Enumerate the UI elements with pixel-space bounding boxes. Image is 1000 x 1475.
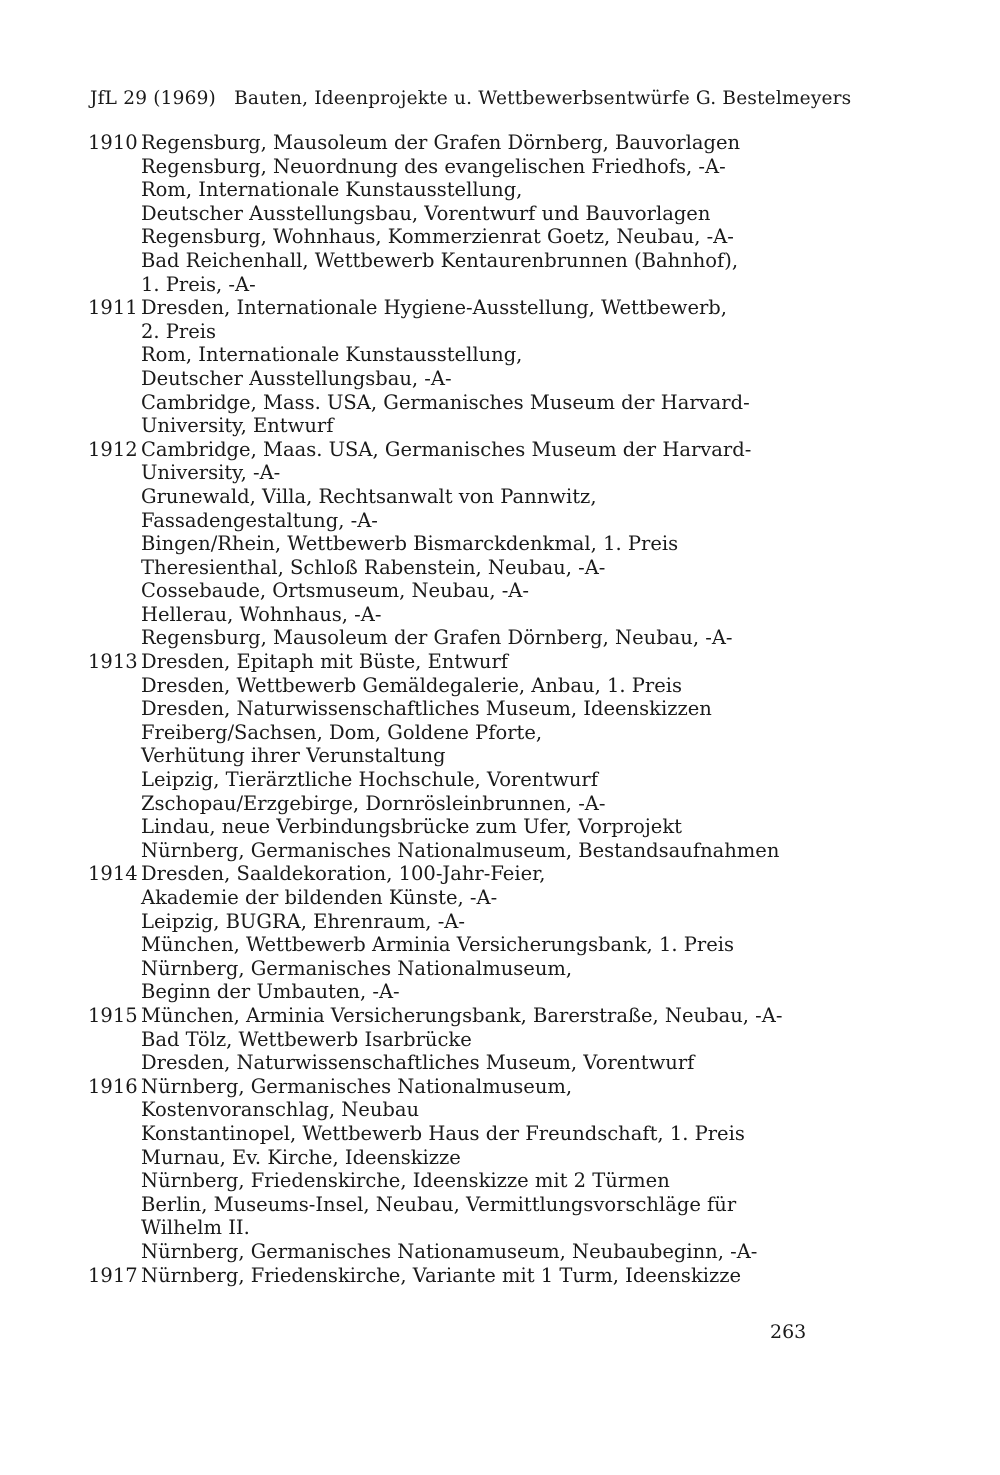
- list-line: [0, 320, 1000, 344]
- entry-year: 1917: [88, 1263, 138, 1287]
- entry-text: 2. Preis: [141, 319, 217, 343]
- entry-text: Bad Tölz, Wettbewerb Isarbrücke: [141, 1027, 472, 1051]
- entry-year: 1916: [88, 1074, 138, 1098]
- list-line: [0, 1028, 1000, 1052]
- list-line: [0, 1075, 1000, 1099]
- list-line: [0, 438, 1000, 462]
- list-line: [0, 1264, 1000, 1288]
- list-line: [0, 485, 1000, 509]
- entry-year: 1912: [88, 437, 138, 461]
- entry-text: Nürnberg, Germanisches Nationalmuseum,: [141, 1074, 573, 1098]
- list-line: [0, 674, 1000, 698]
- list-line: [0, 178, 1000, 202]
- list-line: [0, 886, 1000, 910]
- list-line: [0, 273, 1000, 297]
- entry-text: Regensburg, Neuordnung des evangelischen Friedhofs, -A-: [141, 154, 726, 178]
- list-line: [0, 131, 1000, 155]
- entry-text: Berlin, Museums-Insel, Neubau, Vermittlungsvorschläge für: [141, 1192, 737, 1216]
- list-line: [0, 1240, 1000, 1264]
- entry-text: Beginn der Umbauten, -A-: [141, 980, 400, 1004]
- entry-text: Nürnberg, Friedenskirche, Ideenskizze mit 2 Türmen: [141, 1169, 670, 1193]
- entry-text: München, Arminia Versicherungsbank, Barerstraße, Neubau, -A-: [141, 1003, 783, 1027]
- entry-text: Nürnberg, Germanisches Nationamuseum, Neubaubeginn, -A-: [141, 1239, 758, 1263]
- entry-text: Dresden, Naturwissenschaftliches Museum, Ideenskizzen: [141, 697, 712, 721]
- list-line: [0, 1193, 1000, 1217]
- entry-text: Dresden, Internationale Hygiene-Ausstellung, Wettbewerb,: [141, 296, 727, 320]
- entry-year: 1910: [88, 131, 138, 154]
- list-line: [0, 155, 1000, 179]
- list-line: [0, 1004, 1000, 1028]
- entry-text: Rom, Internationale Kunstausstellung,: [141, 343, 523, 367]
- list-line: [0, 202, 1000, 226]
- entry-text: Deutscher Ausstellungsbau, -A-: [141, 366, 452, 390]
- entry-text: Nürnberg, Germanisches Nationalmuseum, Bestandsaufnahmen: [141, 838, 780, 862]
- list-line: [0, 603, 1000, 627]
- entry-text: Rom, Internationale Kunstausstellung,: [141, 178, 523, 202]
- entry-text: Wilhelm II.: [141, 1216, 250, 1240]
- list-line: [0, 910, 1000, 934]
- entry-text: Freiberg/Sachsen, Dom, Goldene Pforte,: [141, 720, 543, 744]
- entry-text: Nürnberg, Germanisches Nationalmuseum,: [141, 956, 573, 980]
- list-line: [0, 391, 1000, 415]
- entry-text: Bingen/Rhein, Wettbewerb Bismarckdenkmal, 1. Preis: [141, 532, 679, 556]
- entry-year: 1911: [88, 296, 138, 320]
- list-line: [0, 343, 1000, 367]
- entry-text: Zschopau/Erzgebirge, Dornrösleinbrunnen, -A-: [141, 791, 606, 815]
- list-line: [0, 1146, 1000, 1170]
- entry-year: 1915: [88, 1003, 138, 1027]
- entry-text: Cambridge, Maas. USA, Germanisches Museum der Harvard-: [141, 437, 752, 461]
- list-line: [0, 933, 1000, 957]
- list-line: [0, 461, 1000, 485]
- entry-text: Akademie der bildenden Künste, -A-: [141, 886, 498, 909]
- list-line: [0, 532, 1000, 556]
- entry-text: Lindau, neue Verbindungsbrücke zum Ufer, Vorprojekt: [141, 815, 682, 839]
- running-header: [90, 88, 851, 109]
- list-line: [0, 815, 1000, 839]
- project-list: [0, 131, 1000, 1287]
- list-line: [0, 839, 1000, 863]
- entry-text: Cambridge, Mass. USA, Germanisches Museum der Harvard-: [141, 390, 750, 414]
- entry-text: Dresden, Naturwissenschaftliches Museum, Vorentwurf: [141, 1051, 695, 1075]
- list-line: [0, 650, 1000, 674]
- list-line: [0, 957, 1000, 981]
- entry-text: 1. Preis, -A-: [141, 272, 256, 296]
- entry-text: Nürnberg, Friedenskirche, Variante mit 1 Turm, Ideenskizze: [141, 1263, 742, 1287]
- entry-text: Konstantinopel, Wettbewerb Haus der Freundschaft, 1. Preis: [141, 1121, 745, 1145]
- list-line: [0, 296, 1000, 320]
- entry-text: Murnau, Ev. Kirche, Ideenskizze: [141, 1145, 461, 1169]
- entry-text: Bad Reichenhall, Wettbewerb Kentaurenbrunnen (Bahnhof),: [141, 248, 739, 272]
- entry-text: Regensburg, Mausoleum der Grafen Dörnberg, Bauvorlagen: [141, 131, 741, 154]
- journal-reference: JfL 29 (1969): [90, 88, 216, 109]
- entry-text: Theresienthal, Schloß Rabenstein, Neubau, -A-: [141, 555, 606, 579]
- entry-text: Regensburg, Wohnhaus, Kommerzienrat Goetz, Neubau, -A-: [141, 225, 734, 249]
- entry-text: München, Wettbewerb Arminia Versicherungsbank, 1. Preis: [141, 933, 734, 957]
- list-line: [0, 1122, 1000, 1146]
- list-line: [0, 980, 1000, 1004]
- list-line: [0, 509, 1000, 533]
- running-title: Bauten, Ideenprojekte u. Wettbewerbsentwürfe G. Bestelmeyers: [234, 88, 852, 109]
- entry-text: Verhütung ihrer Verunstaltung: [141, 744, 446, 768]
- entry-text: Hellerau, Wohnhaus, -A-: [141, 602, 382, 626]
- entry-text: Regensburg, Mausoleum der Grafen Dörnberg, Neubau, -A-: [141, 626, 733, 650]
- list-line: [0, 579, 1000, 603]
- list-line: [0, 721, 1000, 745]
- page-number: 263: [770, 1321, 807, 1343]
- list-line: [0, 1051, 1000, 1075]
- list-line: [0, 768, 1000, 792]
- entry-text: Leipzig, BUGRA, Ehrenraum, -A-: [141, 909, 465, 933]
- entry-text: Fassadengestaltung, -A-: [141, 508, 378, 532]
- list-line: [0, 1098, 1000, 1122]
- entry-text: University, Entwurf: [141, 414, 334, 438]
- list-line: [0, 744, 1000, 768]
- list-line: [0, 626, 1000, 650]
- entry-text: Leipzig, Tierärztliche Hochschule, Vorentwurf: [141, 768, 598, 792]
- entry-text: University, -A-: [141, 461, 281, 485]
- list-line: [0, 1216, 1000, 1240]
- entry-text: Kostenvoranschlag, Neubau: [141, 1098, 420, 1122]
- list-line: [0, 225, 1000, 249]
- entry-text: Cossebaude, Ortsmuseum, Neubau, -A-: [141, 579, 529, 603]
- list-line: [0, 1169, 1000, 1193]
- list-line: [0, 367, 1000, 391]
- entry-year: 1913: [88, 650, 138, 674]
- entry-text: Dresden, Wettbewerb Gemäldegalerie, Anbau, 1. Preis: [141, 673, 683, 697]
- entry-text: Grunewald, Villa, Rechtsanwalt von Pannwitz,: [141, 484, 597, 508]
- list-line: [0, 249, 1000, 273]
- list-line: [0, 792, 1000, 816]
- list-line: [0, 862, 1000, 886]
- list-line: [0, 697, 1000, 721]
- entry-text: Deutscher Ausstellungsbau, Vorentwurf und Bauvorlagen: [141, 201, 711, 225]
- list-line: [0, 414, 1000, 438]
- entry-text: Dresden, Epitaph mit Büste, Entwurf: [141, 650, 508, 674]
- entry-year: 1914: [88, 862, 138, 886]
- list-line: [0, 556, 1000, 580]
- entry-text: Dresden, Saaldekoration, 100-Jahr-Feier,: [141, 862, 546, 886]
